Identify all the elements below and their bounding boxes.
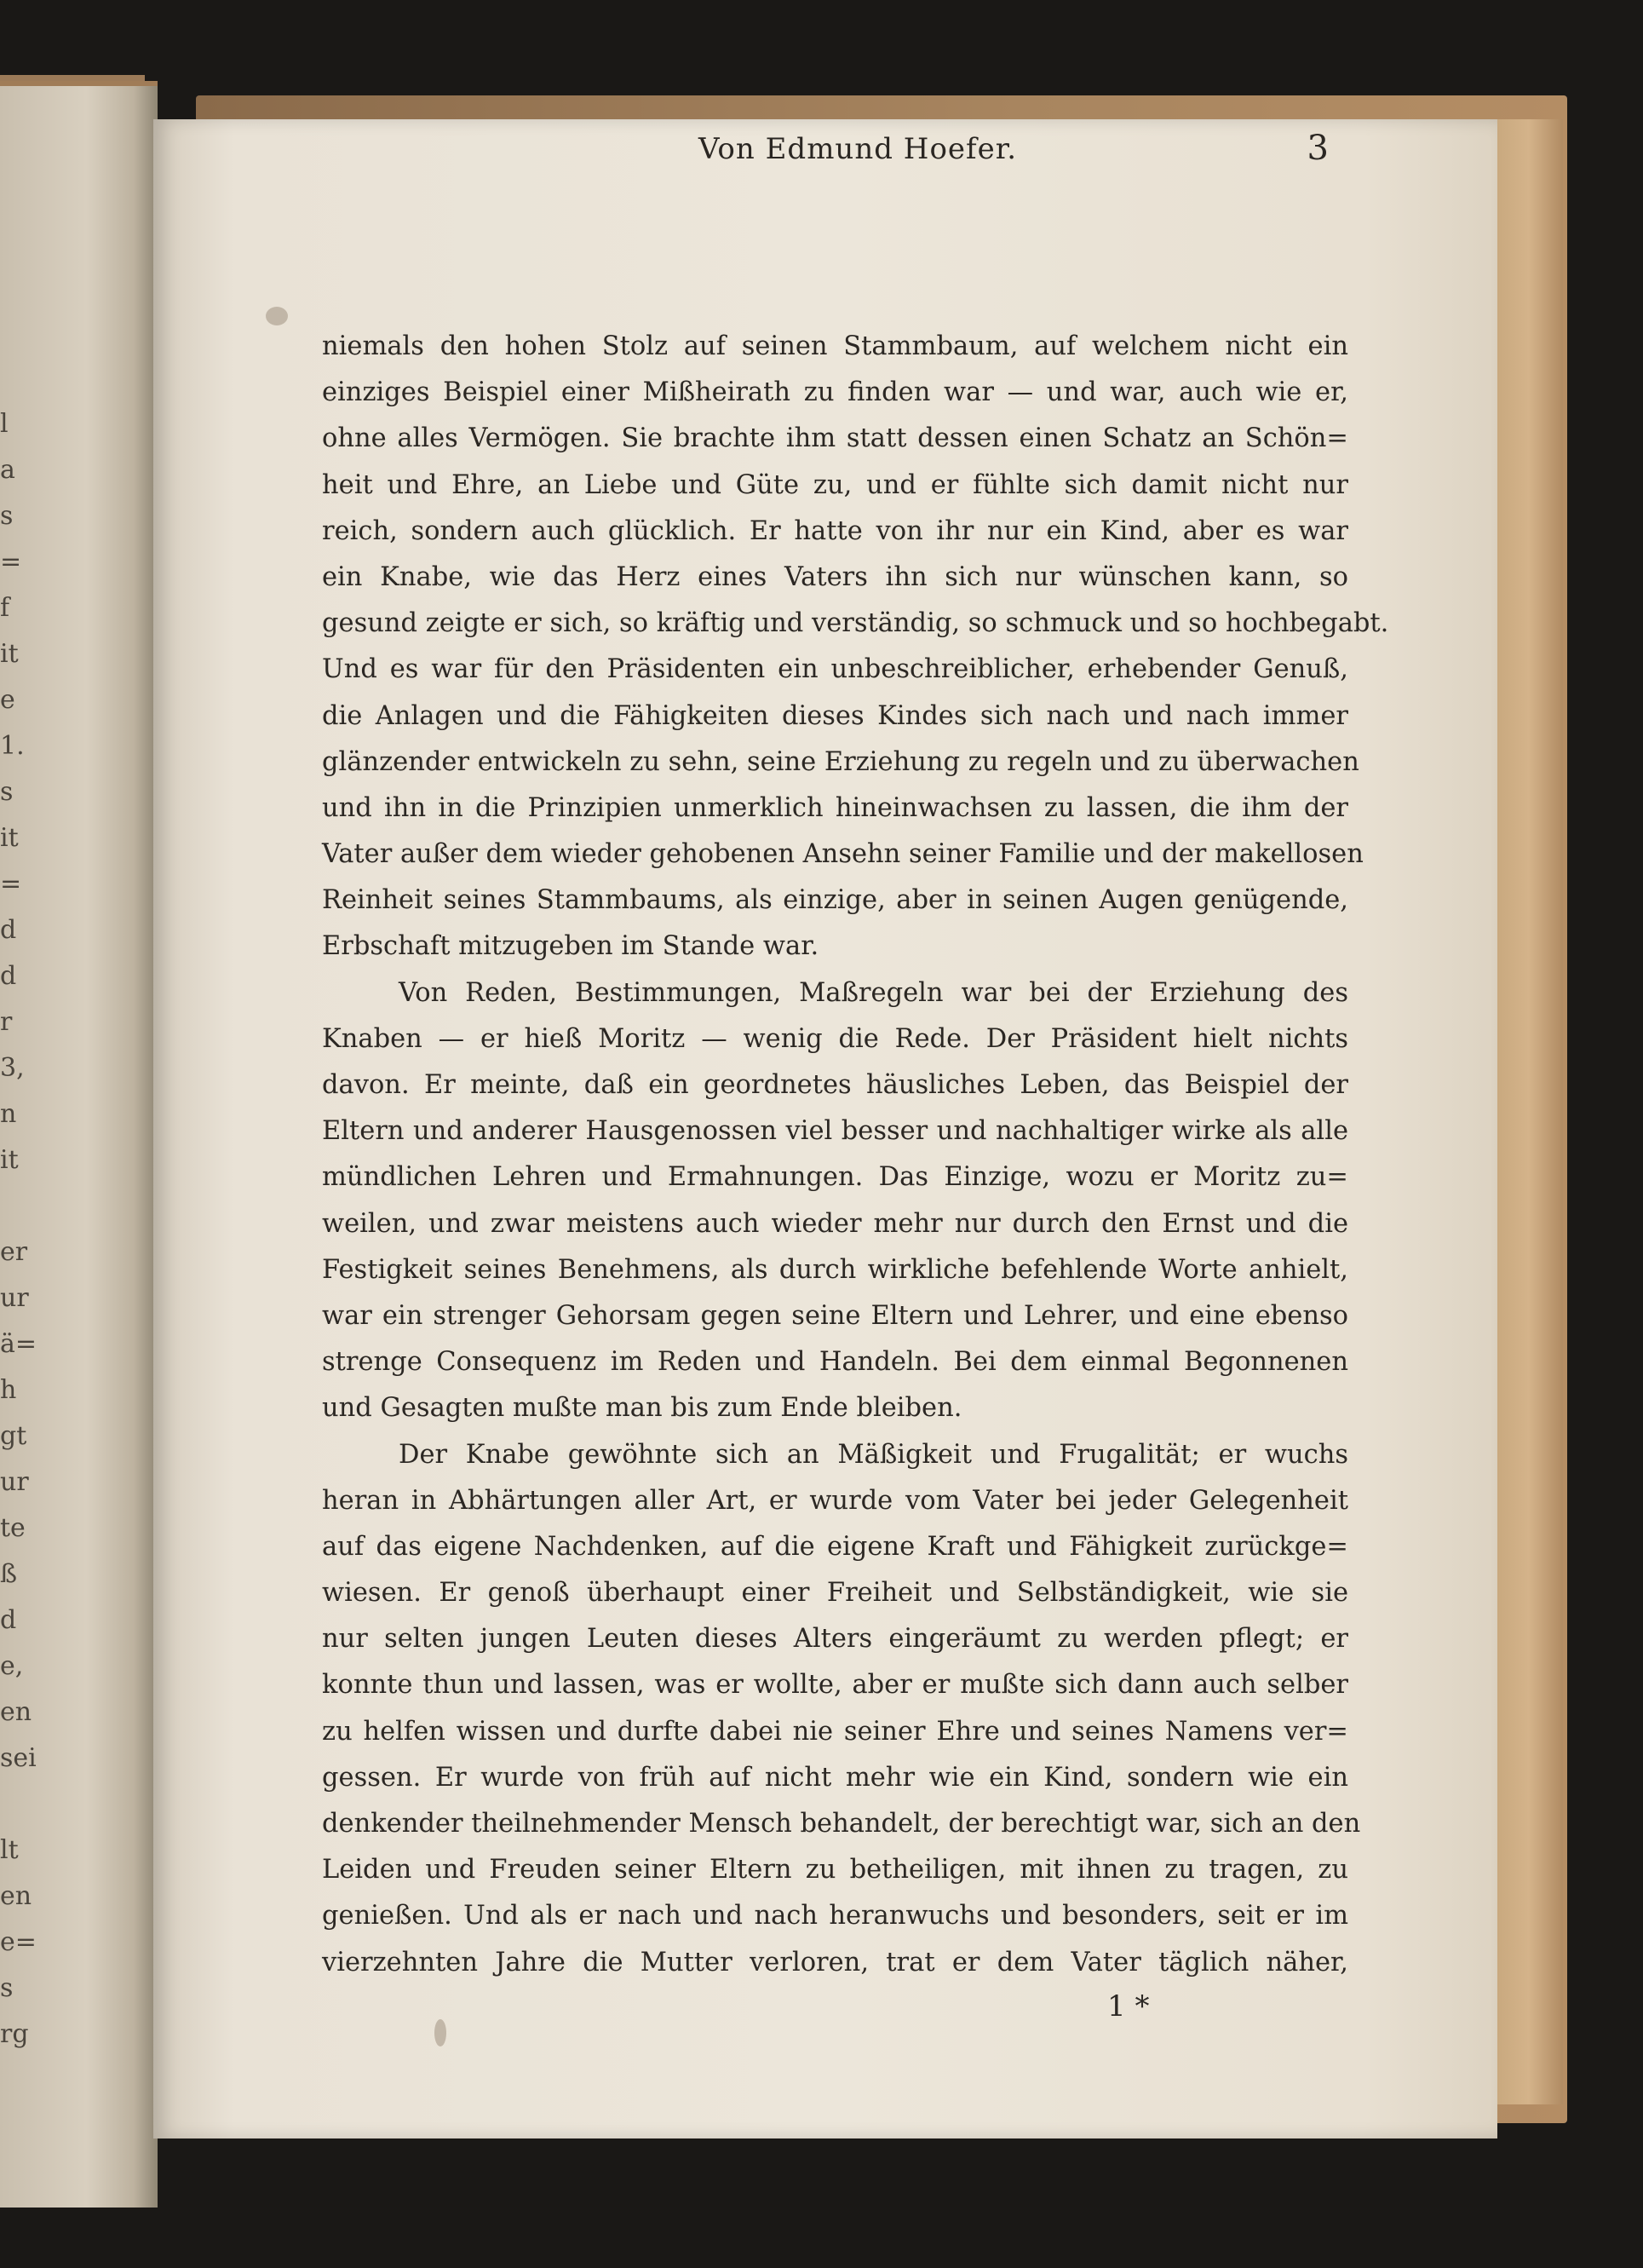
margin-fragment [0,1183,20,1229]
margin-fragment: s [0,1973,14,2003]
text-line: gesund zeigte er sich, so kräftig und verständig, so schmuck und so hochbegabt. [322,608,1389,639]
margin-fragment: te [0,1513,26,1543]
text-line: einziges Beispiel einer Mißheirath zu finden war — und war, auch wie er, [322,377,1348,408]
margin-fragment: ä= [0,1329,37,1359]
body-text [322,324,1389,1986]
margin-fragment: s [0,501,14,531]
text-line: nur selten jungen Leuten dieses Alters eingeräumt zu werden pflegt; er [322,1624,1348,1655]
text-line: Vater außer dem wieder gehobenen Ansehn seiner Familie und der makellosen [322,839,1364,870]
text-line: gessen. Er wurde von früh auf nicht mehr wie ein Kind, sondern wie ein [322,1762,1348,1793]
margin-fragment: = [0,547,22,577]
margin-fragment: lt [0,1835,19,1865]
text-line: Und es war für den Präsidenten ein unbeschreiblicher, erhebender Genuß, [322,654,1348,685]
text-line: vierzehnten Jahre die Mutter verloren, trat er dem Vater täglich näher, [322,1947,1348,1977]
stain-mark [266,307,288,325]
margin-fragment: e= [0,1927,37,1957]
text-line: genießen. Und als er nach und nach heranwuchs und besonders, seit er im [322,1901,1348,1931]
text-line: ein Knabe, wie das Herz eines Vaters ihn sich nur wünschen kann, so [322,561,1348,592]
text-line: davon. Er meinte, daß ein geordnetes häusliches Leben, das Beispiel der [322,1070,1348,1100]
text-line: heran in Abhärtungen aller Art, er wurde vom Vater bei jeder Gelegenheit [322,1485,1348,1516]
margin-fragment: it [0,823,19,853]
left-margin-fragments [0,401,37,2058]
text-line: wiesen. Er genoß überhaupt einer Freiheit und Selbständigkeit, wie sie [322,1578,1348,1609]
text-line: niemals den hohen Stolz auf seinen Stammbaum, auf welchem nicht ein [322,331,1348,361]
margin-fragment: en [0,1881,32,1911]
text-line: denkender theilnehmender Mensch behandelt, der berechtigt war, sich an den [322,1809,1361,1839]
margin-fragment: rg [0,2019,29,2049]
margin-fragment: en [0,1697,32,1727]
paragraph-3 [322,1432,1361,1986]
margin-fragment: 3, [0,1053,25,1083]
margin-fragment: e [0,685,15,715]
text-line: reich, sondern auch glücklich. Er hatte von ihr nur ein Kind, aber es war [322,515,1348,546]
margin-fragment: sei [0,1743,37,1773]
text-line: heit und Ehre, an Liebe und Güte zu, und er fühlte sich damit nicht nur [322,469,1348,500]
margin-fragment: 1. [0,731,25,761]
margin-fragment: l [0,409,9,439]
text-line: Erbschaft mitzugeben im Stande war. [322,931,819,962]
text-line: die Anlagen und die Fähigkeiten dieses Kindes sich nach und nach immer [322,700,1348,731]
text-line: ohne alles Vermögen. Sie brachte ihm statt dessen einen Schatz an Schön= [322,423,1348,454]
margin-fragment: er [0,1237,28,1267]
paragraph-1 [322,324,1389,970]
margin-fragment [0,1782,20,1828]
text-line: mündlichen Lehren und Ermahnungen. Das Einzige, wozu er Moritz zu= [322,1162,1348,1193]
text-line: Reinheit seines Stammbaums, als einzige, aber in seinen Augen genügende, [322,885,1348,916]
margin-fragment: ur [0,1467,29,1497]
text-line: Eltern und anderer Hausgenossen viel besser und nachhaltiger wirke als alle [322,1116,1348,1147]
running-head [153,129,1329,183]
margin-fragment: s [0,777,14,807]
margin-fragment: gt [0,1421,27,1451]
text-line: zu helfen wissen und durfte dabei nie seiner Ehre und seines Namens ver= [322,1716,1348,1747]
text-line: und ihn in die Prinzipien unmerklich hineinwachsen zu lassen, die ihm der [322,792,1348,823]
text-line: Von Reden, Bestimmungen, Maßregeln war bei der Erziehung des [399,977,1348,1008]
margin-fragment: it [0,1145,19,1175]
stain-mark [434,2019,446,2046]
signature-mark: 1 * [1107,1989,1150,2023]
text-line: strenge Consequenz im Reden und Handeln. Bei dem einmal Begonnenen [322,1347,1348,1378]
page-number: 3 [1307,129,1329,168]
text-line: und Gesagten mußte man bis zum Ende bleiben. [322,1393,962,1424]
text-line: Knaben — er hieß Moritz — wenig die Rede. Der Präsident hielt nichts [322,1023,1348,1054]
margin-fragment: d [0,961,17,991]
text-line: konnte thun und lassen, was er wollte, aber er mußte sich dann auch selber [322,1670,1348,1701]
margin-fragment: e, [0,1651,24,1681]
margin-fragment: a [0,455,15,485]
margin-fragment: = [0,869,22,899]
margin-fragment: n [0,1099,17,1129]
text-line: Leiden und Freuden seiner Eltern zu betheiligen, mit ihnen zu tragen, zu [322,1855,1348,1885]
margin-fragment: d [0,1605,17,1635]
text-line: Der Knabe gewöhnte sich an Mäßigkeit und Frugalität; er wuchs [399,1439,1348,1470]
paragraph-2 [322,970,1348,1432]
margin-fragment: h [0,1375,17,1405]
margin-fragment: it [0,639,19,669]
text-line: weilen, und zwar meistens auch wieder mehr nur durch den Ernst und die [322,1208,1348,1239]
text-line: war ein strenger Gehorsam gegen seine Eltern und Lehrer, und eine ebenso [322,1300,1348,1331]
text-line: Festigkeit seines Benehmens, als durch wirkliche befehlende Worte anhielt, [322,1254,1348,1285]
margin-fragment: r [0,1007,13,1037]
margin-fragment: f [0,593,10,623]
text-line: glänzender entwickeln zu sehn, seine Erziehung zu regeln und zu überwachen [322,746,1359,777]
running-title: Von Edmund Hoefer. [698,132,1018,166]
margin-fragment: d [0,915,17,945]
left-page-fragment [0,81,158,2208]
page-edge [1495,119,1563,2104]
margin-fragment: ß [0,1559,18,1589]
margin-fragment: ur [0,1283,29,1313]
text-line: auf das eigene Nachdenken, auf die eigene Kraft und Fähigkeit zurückge= [322,1531,1348,1562]
